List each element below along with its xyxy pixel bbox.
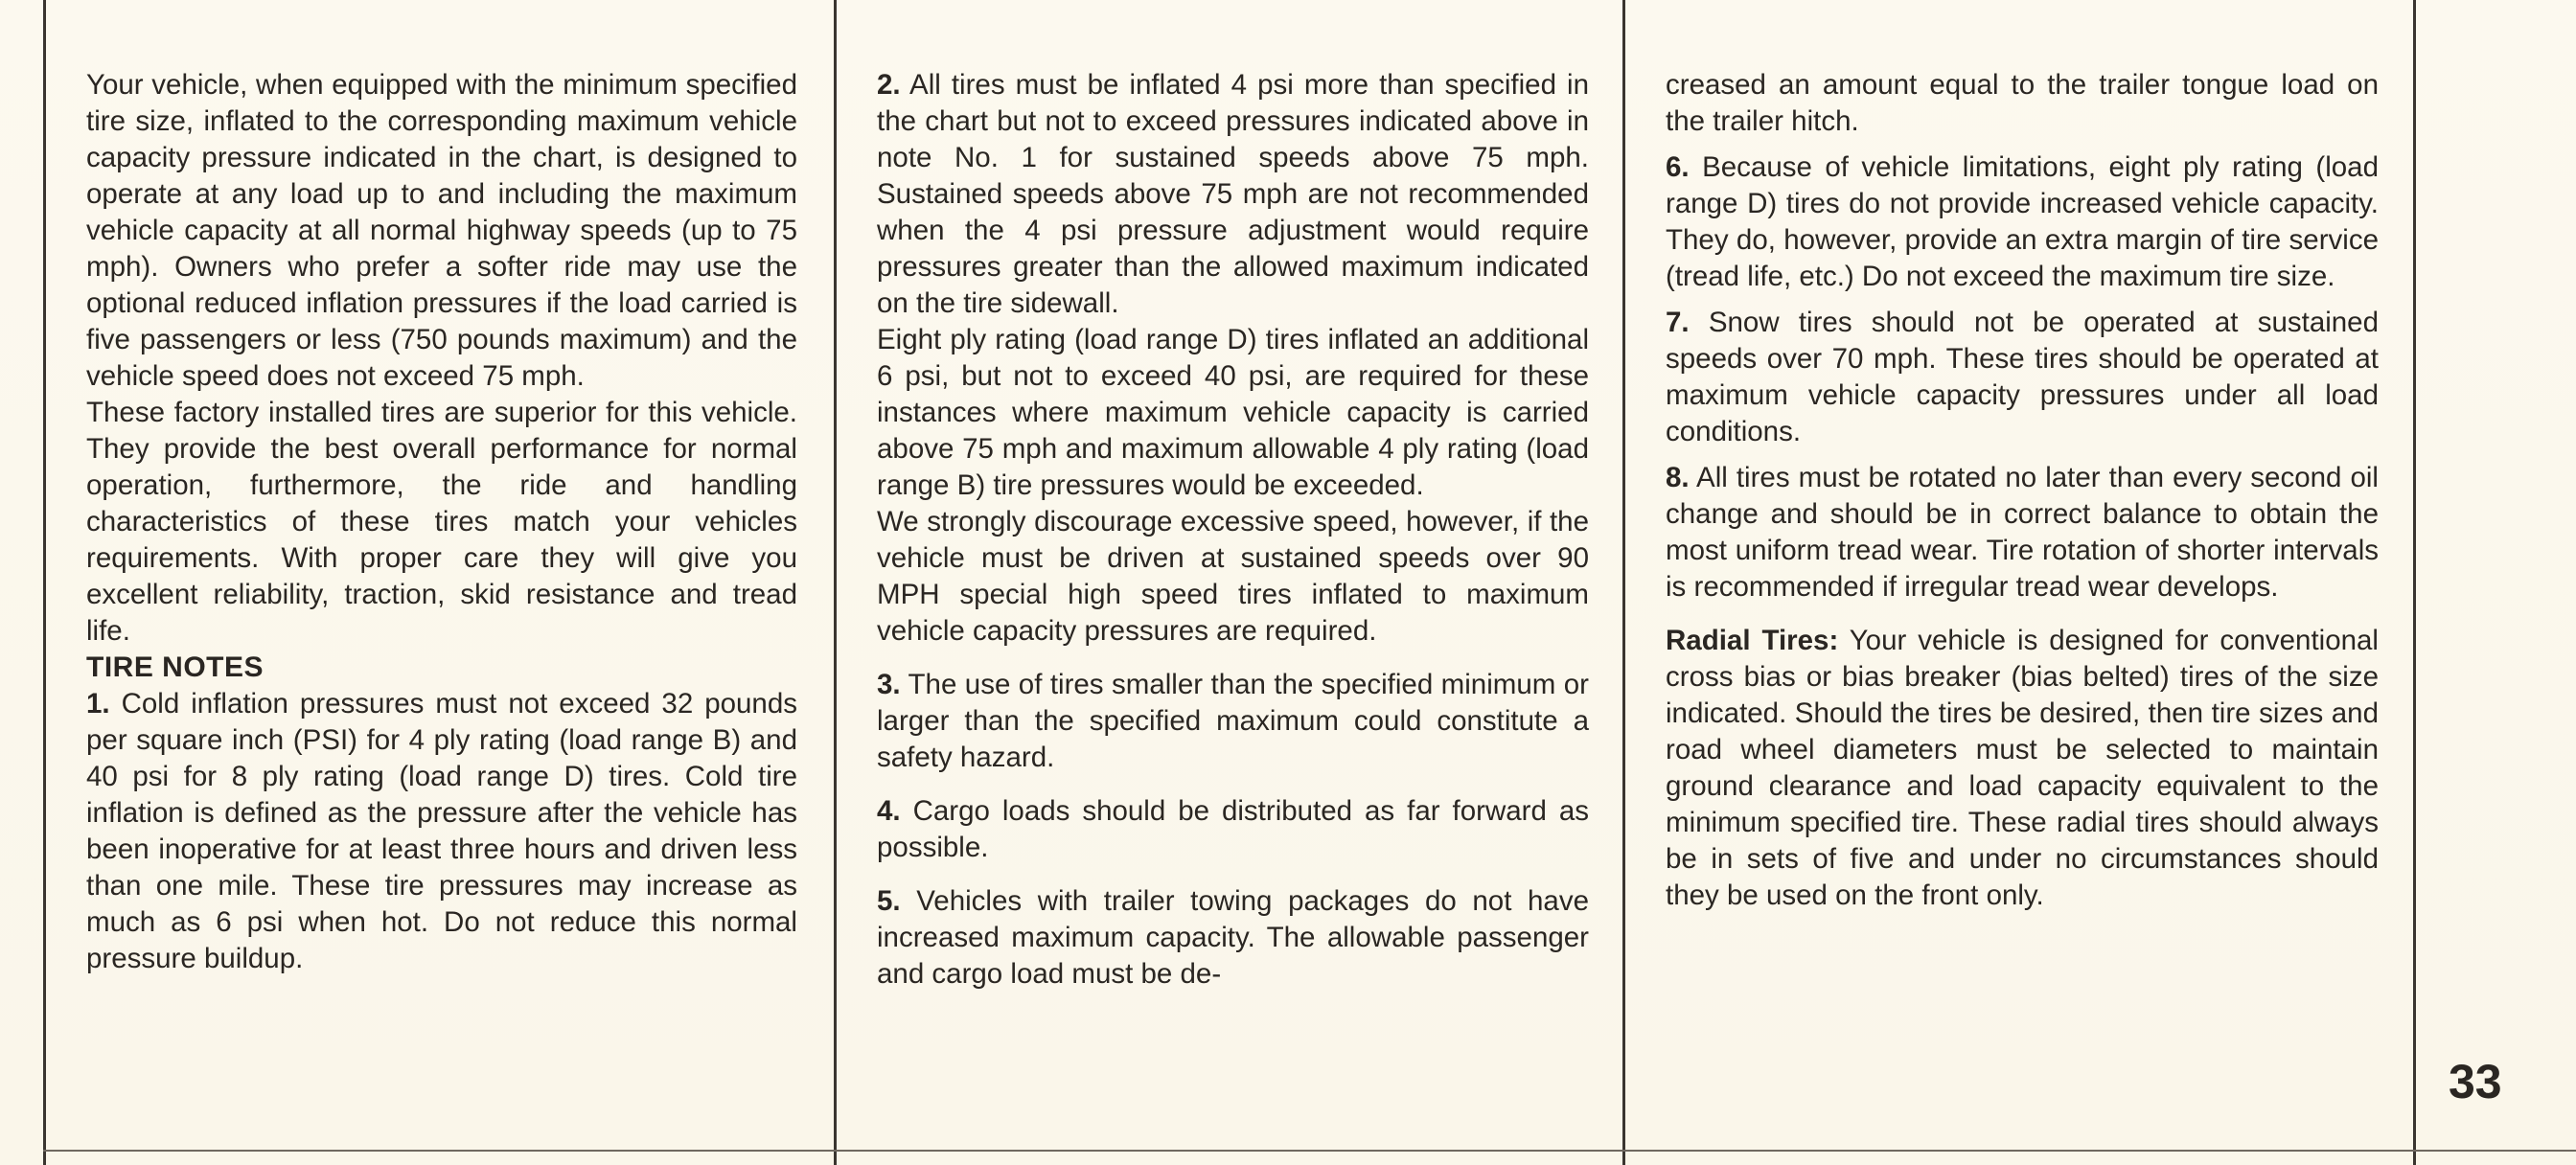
note-number: 8.	[1666, 462, 1690, 493]
note-number: 6.	[1666, 151, 1690, 183]
note-5-continued: creased an amount equal to the trailer tongue load on the trailer hitch.	[1666, 69, 2379, 137]
note-text: Cold inflation pressures must not exceed 32 pounds per square inch (PSI) for 4 ply rating (load range B) and 40 psi for 8 ply rating (load range D) tires. Cold tire inflation is defined as the pressure after the vehicle has been inoperative for at least three hours and driven less than one mile. These tire pressures may increase as much as 6 psi when hot. Do not reduce this normal pressure buildup.	[86, 688, 797, 974]
radial-tires-text: Your vehicle is designed for conventional cross bias or bias breaker (bias belted) tires of the size indicated. Should the tires be desired, then tire sizes and road wheel diameters must be selected to maintain ground clearance and load capacity equivalent to the minimum specified tire. These radial tires should always be in sets of five and under no circumstances should they be used on the front only.	[1666, 625, 2379, 911]
note-text: All tires must be inflated 4 psi more than specified in the chart but not to exceed pressures indicated above in note No. 1 for sustained speeds above 75 mph. Sustained speeds above 75 mph are not recommended when the 4 psi pressure adjustment would require pressures greater than the allowed maximum indicated on the tire sidewall.	[877, 69, 1589, 319]
text-column-2	[877, 67, 1589, 993]
note-text: Cargo loads should be distributed as far forward as possible.	[877, 795, 1589, 863]
note-6	[1666, 149, 2379, 295]
note-4	[877, 793, 1589, 866]
bottom-rule	[43, 1150, 2576, 1152]
page-number: 33	[2449, 1055, 2502, 1108]
note-8	[1666, 460, 2379, 605]
note-number: 7.	[1666, 307, 1690, 338]
note-2	[877, 67, 1589, 322]
note-number: 4.	[877, 795, 901, 827]
note-text: Snow tires should not be operated at sustained speeds over 70 mph. These tires should be operated at maximum vehicle capacity pressures under all load conditions.	[1666, 307, 2379, 447]
left-border-rule	[43, 0, 46, 1165]
note-text: The use of tires smaller than the specified minimum or larger than the specified maximum could constitute a safety hazard.	[877, 669, 1589, 773]
note-text: All tires must be rotated no later than every second oil change and should be in correct balance to obtain the most uniform tread wear. Tire rotation of shorter intervals is recommended if irregular tread wear develops.	[1666, 462, 2379, 603]
text-column-1	[86, 67, 797, 977]
tire-notes-heading: TIRE NOTES	[86, 651, 264, 683]
note-text: Vehicles with trailer towing packages do not have increased maximum capacity. The allowable passenger and cargo load must be de-	[877, 885, 1589, 990]
note-number: 5.	[877, 885, 901, 917]
note-2-paragraph-2: Eight ply rating (load range D) tires inflated an additional 6 psi, but not to exceed 40 psi, are required for these instances where maximum vehicle capacity is carried above 75 mph and maximum allowable 4 ply rating (load range B) tire pressures would be exceeded.	[877, 324, 1589, 501]
radial-tires-label: Radial Tires:	[1666, 625, 1839, 656]
note-number: 2.	[877, 69, 901, 101]
intro-paragraph-2: These factory installed tires are superior for this vehicle. They provide the best overall performance for normal operation, furthermore, the ride and handling characteristics of these tires match your vehicles requirements. With proper care they will give you excellent reliability, traction, skid resistance and tread life.	[86, 397, 797, 647]
note-number: 3.	[877, 669, 901, 700]
radial-tires-section	[1666, 623, 2379, 914]
note-number: 1.	[86, 688, 110, 720]
column-divider-2	[1622, 0, 1625, 1165]
note-2-paragraph-3: We strongly discourage excessive speed, however, if the vehicle must be driven at sustained speeds over 90 MPH special high speed tires inflated to maximum vehicle capacity pressures are required.	[877, 506, 1589, 647]
note-3	[877, 667, 1589, 776]
intro-paragraph-1: Your vehicle, when equipped with the minimum specified tire size, inflated to the corresponding maximum vehicle capacity pressure indicated in the chart, is designed to operate at any load up to and including the maximum vehicle capacity at all normal highway speeds (up to 75 mph). Owners who prefer a softer ride may use the optional reduced inflation pressures if the load carried is five passengers or less (750 pounds maximum) and the vehicle speed does not exceed 75 mph.	[86, 69, 797, 392]
note-7	[1666, 305, 2379, 450]
note-text: Because of vehicle limitations, eight ply rating (load range D) tires do not provide increased vehicle capacity. They do, however, provide an extra margin of tire service (tread life, etc.) Do not exceed the maximum tire size.	[1666, 151, 2379, 292]
text-column-3	[1666, 67, 2379, 914]
column-divider-3	[2413, 0, 2416, 1165]
column-divider-1	[834, 0, 837, 1165]
note-5	[877, 883, 1589, 993]
note-1	[86, 686, 797, 977]
